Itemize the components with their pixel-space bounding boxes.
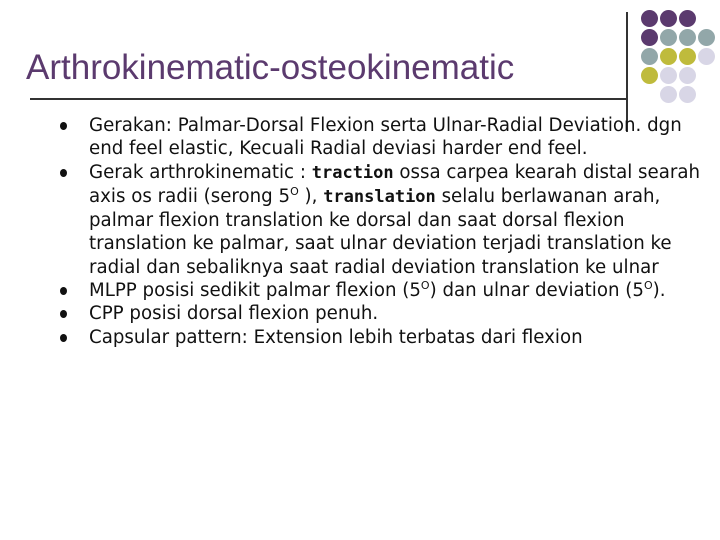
decorative-dot [679,10,696,27]
list-item: Capsular pattern: Extension lebih terbatas dari flexion [60,326,720,349]
slide-title: Arthrokinematic-osteokinematic [26,48,515,87]
bullet-icon [60,122,67,130]
decorative-dot [660,29,677,46]
decorative-dot [698,29,715,46]
keyword-traction: traction [311,162,394,183]
list-item: Gerak arthrokinematic : traction ossa carpea kearah distal searah axis os radii (serong $5^O$ ), translation selalu berlawanan arah, palmar flexion translation ke dorsal dan saat dorsal flexion translation ke palmar, saat ulnar deviation terjadi translation ke radial dan sebaliknya saat radial deviation translation ke ulnar [60,161,720,279]
list-item: Gerakan: Palmar-Dorsal Flexion serta Ulnar-Radial Deviation. dgn end feel elastic, Kecuali Radial deviasi harder end feel. [60,114,720,161]
decorative-dot [679,67,696,84]
bullet-icon [60,287,67,295]
decorative-dot [660,67,677,84]
decorative-dot [660,10,677,27]
bullet-icon [60,169,67,177]
decorative-dot [641,29,658,46]
bullet-icon [60,334,67,342]
bullet-list [60,114,720,349]
decorative-dot [641,48,658,65]
degree-sign: O [420,279,430,293]
decorative-dot [698,48,715,65]
degree-sign: O [290,184,299,198]
decorative-dot [641,10,658,27]
decorative-dot [660,48,677,65]
list-item: CPP posisi dorsal flexion penuh. [60,302,720,325]
keyword-translation: translation [323,186,436,207]
degree-sign: O [643,279,653,293]
decorative-dot [679,48,696,65]
decorative-dot [679,86,696,103]
decorative-dot [660,86,677,103]
title-underline [30,98,627,100]
decorative-dot [641,67,658,84]
list-item: MLPP posisi sedikit palmar flexion $(5^O)$ dan ulnar deviation $(5^O)$. [60,279,720,302]
bullet-icon [60,310,67,318]
decorative-dot [679,29,696,46]
